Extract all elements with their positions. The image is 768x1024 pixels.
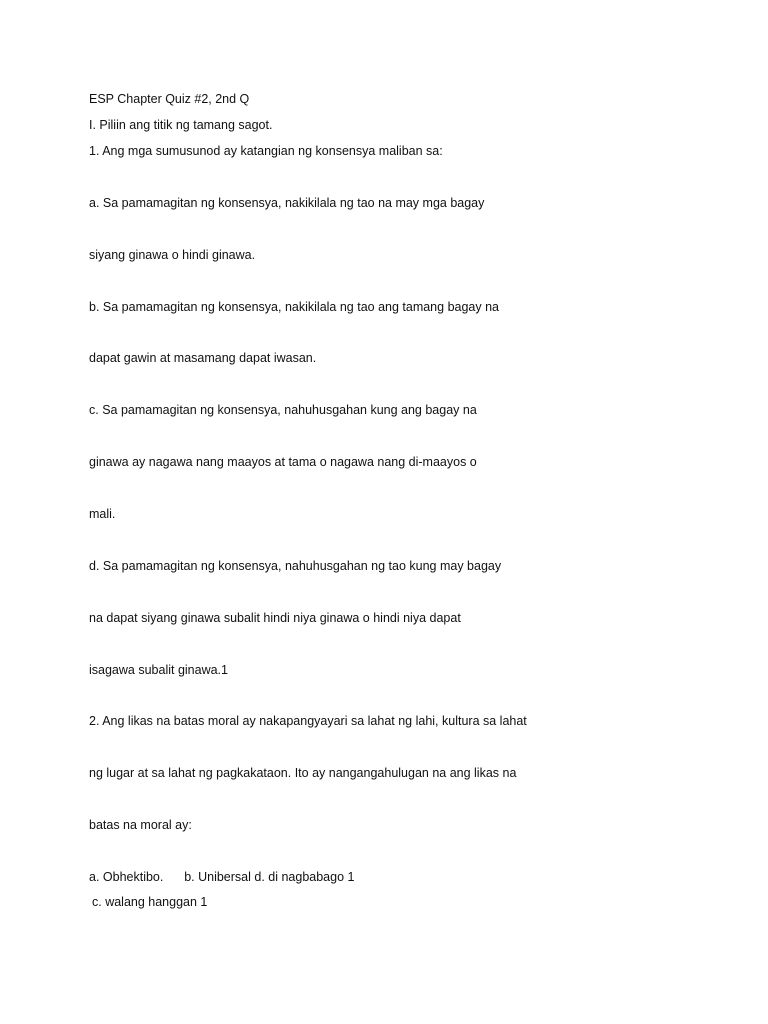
q1-option-b-line-2: dapat gawin at masamang dapat iwasan. <box>89 351 317 365</box>
q1-option-b-line-1: b. Sa pamamagitan ng konsensya, nakikilala ng tao ang tamang bagay na <box>89 300 499 314</box>
q1-option-a-line-1: a. Sa pamamagitan ng konsensya, nakikilala ng tao na may mga bagay <box>89 196 485 210</box>
q1-option-c-line-1: c. Sa pamamagitan ng konsensya, nahuhusgahan kung ang bagay na <box>89 403 477 417</box>
question-2-stem-line-1: 2. Ang likas na batas moral ay nakapangyayari sa lahat ng lahi, kultura sa lahat <box>89 714 527 728</box>
question-1-stem: 1. Ang mga sumusunod ay katangian ng konsensya maliban sa: <box>89 144 443 158</box>
quiz-title: ESP Chapter Quiz #2, 2nd Q <box>89 92 250 106</box>
q1-option-a-line-2: siyang ginawa o hindi ginawa. <box>89 248 256 262</box>
q1-option-d-line-3: isagawa subalit ginawa.1 <box>89 663 228 677</box>
q1-option-c-line-3: mali. <box>89 507 116 521</box>
question-2-stem-line-3: batas na moral ay: <box>89 818 192 832</box>
q1-option-d-line-1: d. Sa pamamagitan ng konsensya, nahuhusgahan ng tao kung may bagay <box>89 559 502 573</box>
q1-option-d-line-2: na dapat siyang ginawa subalit hindi niya ginawa o hindi niya dapat <box>89 611 461 625</box>
instruction-text: I. Piliin ang titik ng tamang sagot. <box>89 118 273 132</box>
q2-options-line: a. Obhektibo. b. Unibersal d. di nagbabago 1 <box>89 870 355 884</box>
q1-option-c-line-2: ginawa ay nagawa nang maayos at tama o nagawa nang di-maayos o <box>89 455 477 469</box>
question-2-stem-line-2: ng lugar at sa lahat ng pagkakataon. Ito ay nangangahulugan na ang likas na <box>89 766 517 780</box>
q2-option-c: c. walang hanggan 1 <box>92 895 208 909</box>
